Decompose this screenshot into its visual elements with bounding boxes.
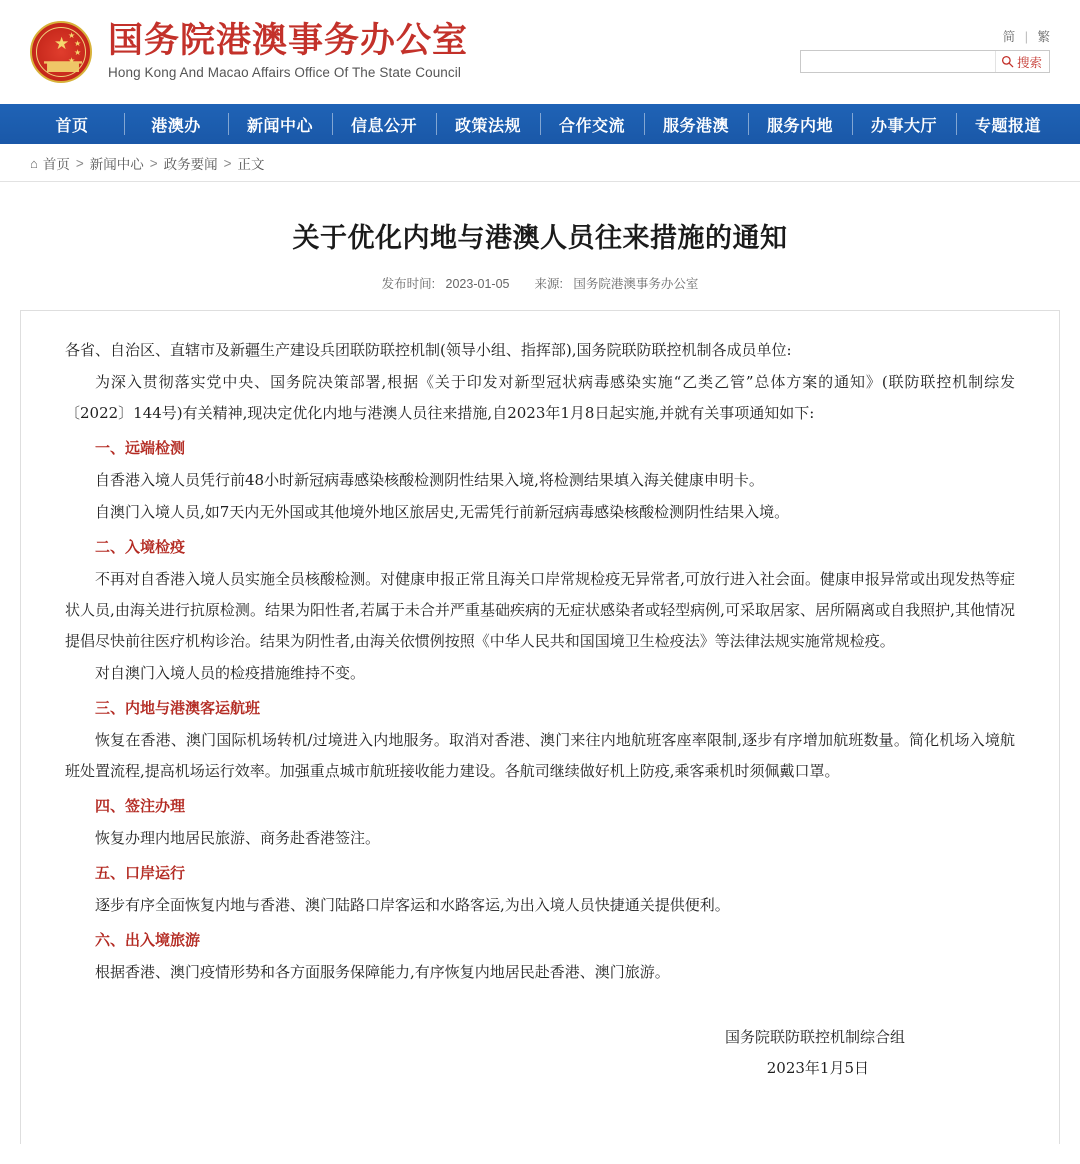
article-paragraph: 自澳门入境人员,如7天内无外国或其他境外地区旅居史,无需凭行前新冠病毒感染核酸检测阴性结果入境。 (95, 503, 790, 521)
breadcrumb-item-3: 正文 (237, 157, 265, 172)
national-emblem-icon: ★ ★ ★ ★ ★ (30, 21, 92, 83)
source-value: 国务院港澳事务办公室 (573, 277, 699, 291)
site-title-block[interactable] (108, 20, 468, 80)
breadcrumb (20, 144, 1060, 182)
site-title-cn: 国务院港澳事务办公室 (108, 21, 469, 60)
section-heading: 二、入境检疫 (95, 538, 186, 556)
source-label: 来源: (534, 277, 563, 291)
nav-item-0[interactable]: 首页 (55, 117, 89, 135)
breadcrumb-item-2[interactable]: 政务要闻 (163, 157, 218, 172)
breadcrumb-bar (0, 144, 1080, 182)
section-heading: 四、签注办理 (95, 797, 186, 815)
page-title: 关于优化内地与港澳人员往来措施的通知 (292, 223, 788, 253)
search-button-label: 搜索 (1016, 55, 1042, 70)
lang-traditional-link[interactable]: 繁 (1037, 30, 1050, 44)
main-navigation (0, 104, 1080, 144)
breadcrumb-item-0[interactable]: 首页 (42, 157, 70, 172)
article-meta (20, 274, 1060, 292)
article-body (20, 310, 1060, 1144)
article-paragraph: 自香港入境人员凭行前48小时新冠病毒感染核酸检测阴性结果入境,将检测结果填入海关健康申明卡。 (95, 471, 764, 489)
breadcrumb-item-1[interactable]: 新闻中心 (89, 157, 144, 172)
article-paragraph: 根据香港、澳门疫情形势和各方面服务保障能力,有序恢复内地居民赴香港、澳门旅游。 (95, 963, 670, 981)
article (20, 216, 1060, 1164)
breadcrumb-separator: > (223, 155, 232, 171)
nav-item-2[interactable]: 新闻中心 (228, 104, 332, 144)
publish-time-label: 发布时间: (381, 277, 436, 291)
article-paragraph: 对自澳门入境人员的检疫措施维持不变。 (95, 664, 366, 682)
article-paragraph: 各省、自治区、直辖市及新疆生产建设兵团联防联控机制(领导小组、指挥部),国务院联防联控机制各成员单位: (65, 341, 792, 359)
lang-divider: | (1024, 30, 1028, 44)
site-header (0, 0, 1080, 104)
section-heading: 一、远端检测 (95, 439, 186, 457)
article-paragraph: 恢复办理内地居民旅游、商务赴香港签注。 (95, 829, 381, 847)
article-paragraph: 逐步有序全面恢复内地与香港、澳门陆路口岸客运和水路客运,为出入境人员快捷通关提供便利。 (95, 896, 730, 914)
nav-item-3[interactable]: 信息公开 (332, 104, 436, 144)
nav-item-8[interactable]: 办事大厅 (852, 104, 956, 144)
article-paragraph: 为深入贯彻落实党中央、国务院决策部署,根据《关于印发对新型冠状病毒感染实施“乙类乙管”总体方案的通知》(联防联控机制综发〔2022〕144号)有关精神,现决定优化内地与港澳人员往来措施,自2023年1月8日起实施,并就有关事项通知如下: (65, 373, 1015, 422)
section-heading: 五、口岸运行 (95, 864, 186, 882)
site-title-en: Hong Kong And Macao Affairs Office Of The State Council (108, 65, 461, 80)
article-paragraph: 不再对自香港入境人员实施全员核酸检测。对健康申报正常且海关口岸常规检疫无异常者,可放行进入社会面。健康申报异常或出现发热等症状人员,由海关进行抗原检测。结果为阳性者,若属于未合并严重基础疾病的无症状感染者或轻型病例,可采取居家、居所隔离或自我照护,其他情况提倡尽快前往医疗机构诊治。结果为阴性者,由海关依惯例按照《中华人民共和国国境卫生检疫法》等法律法规实施常规检疫。 (65, 570, 1015, 650)
search-input[interactable] (801, 51, 995, 72)
nav-item-4[interactable]: 政策法规 (436, 104, 540, 144)
signature-org: 国务院联防联控机制综合组 (724, 1028, 905, 1046)
language-switcher (1003, 27, 1050, 45)
publish-date: 2023-01-05 (445, 277, 510, 291)
section-heading: 六、出入境旅游 (95, 931, 201, 949)
nav-item-6[interactable]: 服务港澳 (644, 104, 748, 144)
breadcrumb-separator: > (149, 155, 158, 171)
home-icon: ⌂ (30, 155, 38, 171)
article-paragraph: 恢复在香港、澳门国际机场转机/过境进入内地服务。取消对香港、澳门来往内地航班客座率限制,逐步有序增加航班数量。简化机场入境航班处置流程,提高机场运行效率。加强重点城市航班接收能力建设。各航司继续做好机上防疫,乘客乘机时须佩戴口罩。 (65, 731, 1015, 780)
nav-item-5[interactable]: 合作交流 (540, 104, 644, 144)
section-heading: 三、内地与港澳客运航班 (95, 699, 261, 717)
search-button[interactable] (995, 51, 1049, 72)
nav-item-7[interactable]: 服务内地 (748, 104, 852, 144)
lang-simplified-link[interactable]: 简 (1002, 30, 1016, 44)
breadcrumb-separator: > (75, 155, 84, 171)
search-box (800, 50, 1050, 73)
signature-date: 2023年1月5日 (766, 1059, 869, 1077)
nav-item-9[interactable]: 专题报道 (956, 104, 1060, 144)
nav-item-1[interactable]: 港澳办 (124, 104, 228, 144)
search-icon (1001, 55, 1014, 68)
article-signature (65, 1022, 1015, 1084)
